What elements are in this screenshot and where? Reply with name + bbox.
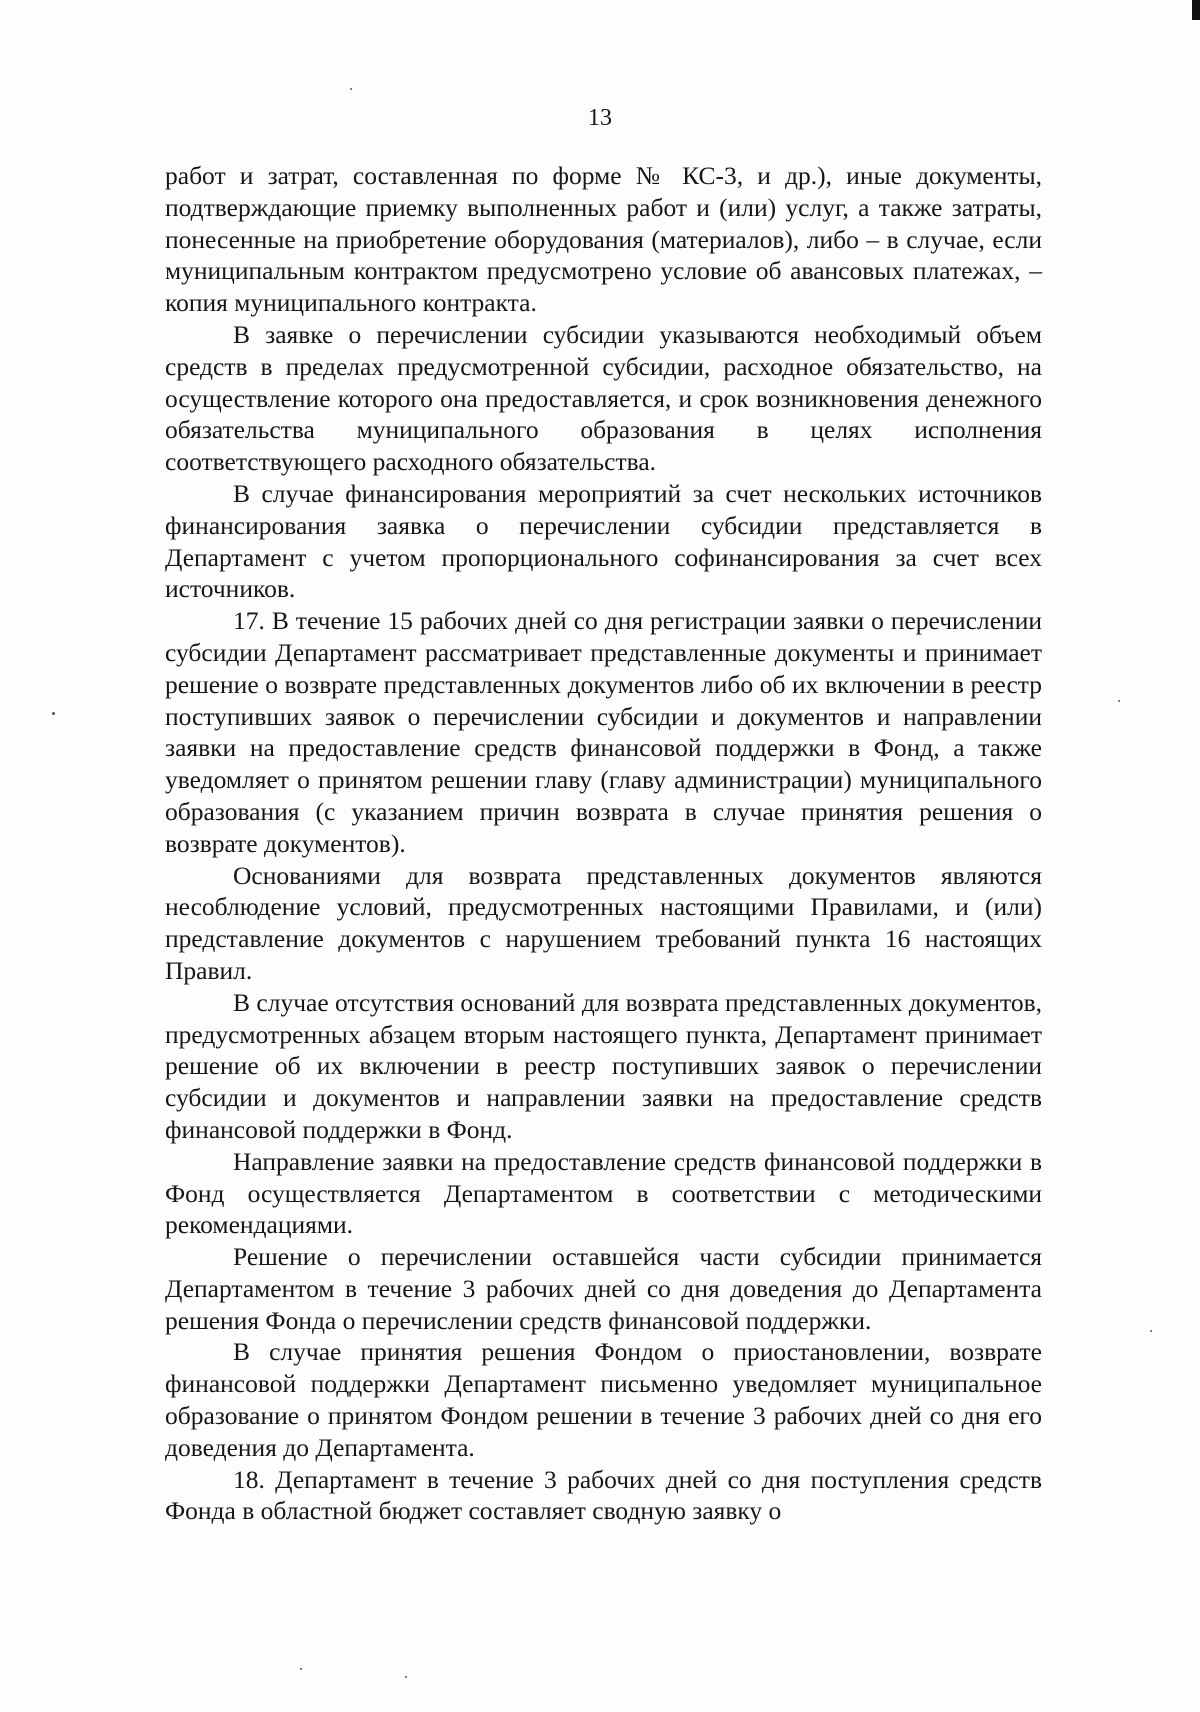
paragraph: В заявке о перечислении субсидии указываются необходимый объем средств в пределах предусмотренной субсидии, расходное обязательство, на осуществление которого она предоставляется, и срок возникновения денежного обязательства муниципального образования в целях исполнения соответствующего расходного обязательства. [165, 319, 1042, 477]
paragraph: В случае принятия решения Фондом о приостановлении, возврате финансовой поддержки Департамент письменно уведомляет муниципальное образование о принятом Фондом решении в течение 3 рабочих дней со дня его доведения до Департамента. [165, 1337, 1042, 1462]
page-number: 13 [588, 105, 612, 131]
document-body [165, 160, 1042, 1527]
scan-speck [52, 712, 55, 715]
scan-speck [300, 1668, 302, 1670]
paragraph: Решение о перечислении оставшейся части субсидии принимается Департаментом в течение 3 рабочих дней со дня доведения до Департамента решения Фонда о перечислении средств финансовой поддержки. [165, 1242, 1042, 1335]
scan-speck [405, 1676, 407, 1678]
paragraph-clause-18: 18. Департамент в течение 3 рабочих дней со дня поступления средств Фонда в областной бюджет составляет сводную заявку о [165, 1464, 1042, 1526]
scan-speck [350, 88, 352, 90]
paragraph: Направление заявки на предоставление средств финансовой поддержки в Фонд осуществляется Департаментом в соответствии с методическими рекомендациями. [165, 1146, 1042, 1240]
scan-speck [1150, 1330, 1152, 1332]
paragraph: Основаниями для возврата представленных документов являются несоблюдение условий, предусмотренных настоящими Правилами, и (или) представление документов с нарушением требований пункта 16 настоящих Правил. [165, 860, 1042, 985]
scan-speck [1118, 700, 1120, 702]
scan-edge-mark [1192, 0, 1200, 20]
paragraph-clause-17: 17. В течение 15 рабочих дней со дня регистрации заявки о перечислении субсидии Департамент рассматривает представленные документы и принимает решение о возврате представленных документов либо об их включении в реестр поступивших заявок о перечислении субсидии и документов и направлении заявки на предоставление средств финансовой поддержки в Фонд, а также уведомляет о принятом решении главу (главу администрации) муниципального образования (с указанием причин возврата в случае принятия решения о возврате документов). [165, 606, 1042, 858]
paragraph-continuation: работ и затрат, составленная по форме № КС-3, и др.), иные документы, подтверждающие приемку выполненных работ и (или) услуг, а также затраты, понесенные на приобретение оборудования (материалов), либо – в случае, если муниципальным контрактом предусмотрено условие об авансовых платежах, – копия муниципального контракта. [165, 161, 1042, 318]
paragraph: В случае отсутствия оснований для возврата представленных документов, предусмотренных абзацем вторым настоящего пункта, Департамент принимает решение об их включении в реестр поступивших заявок о перечислении субсидии и документов и направлении заявки на предоставление средств финансовой поддержки в Фонд. [165, 987, 1042, 1144]
paragraph: В случае финансирования мероприятий за счет нескольких источников финансирования заявка о перечислении субсидии представляется в Департамент с учетом пропорционального софинансирования за счет всех источников. [165, 478, 1042, 604]
